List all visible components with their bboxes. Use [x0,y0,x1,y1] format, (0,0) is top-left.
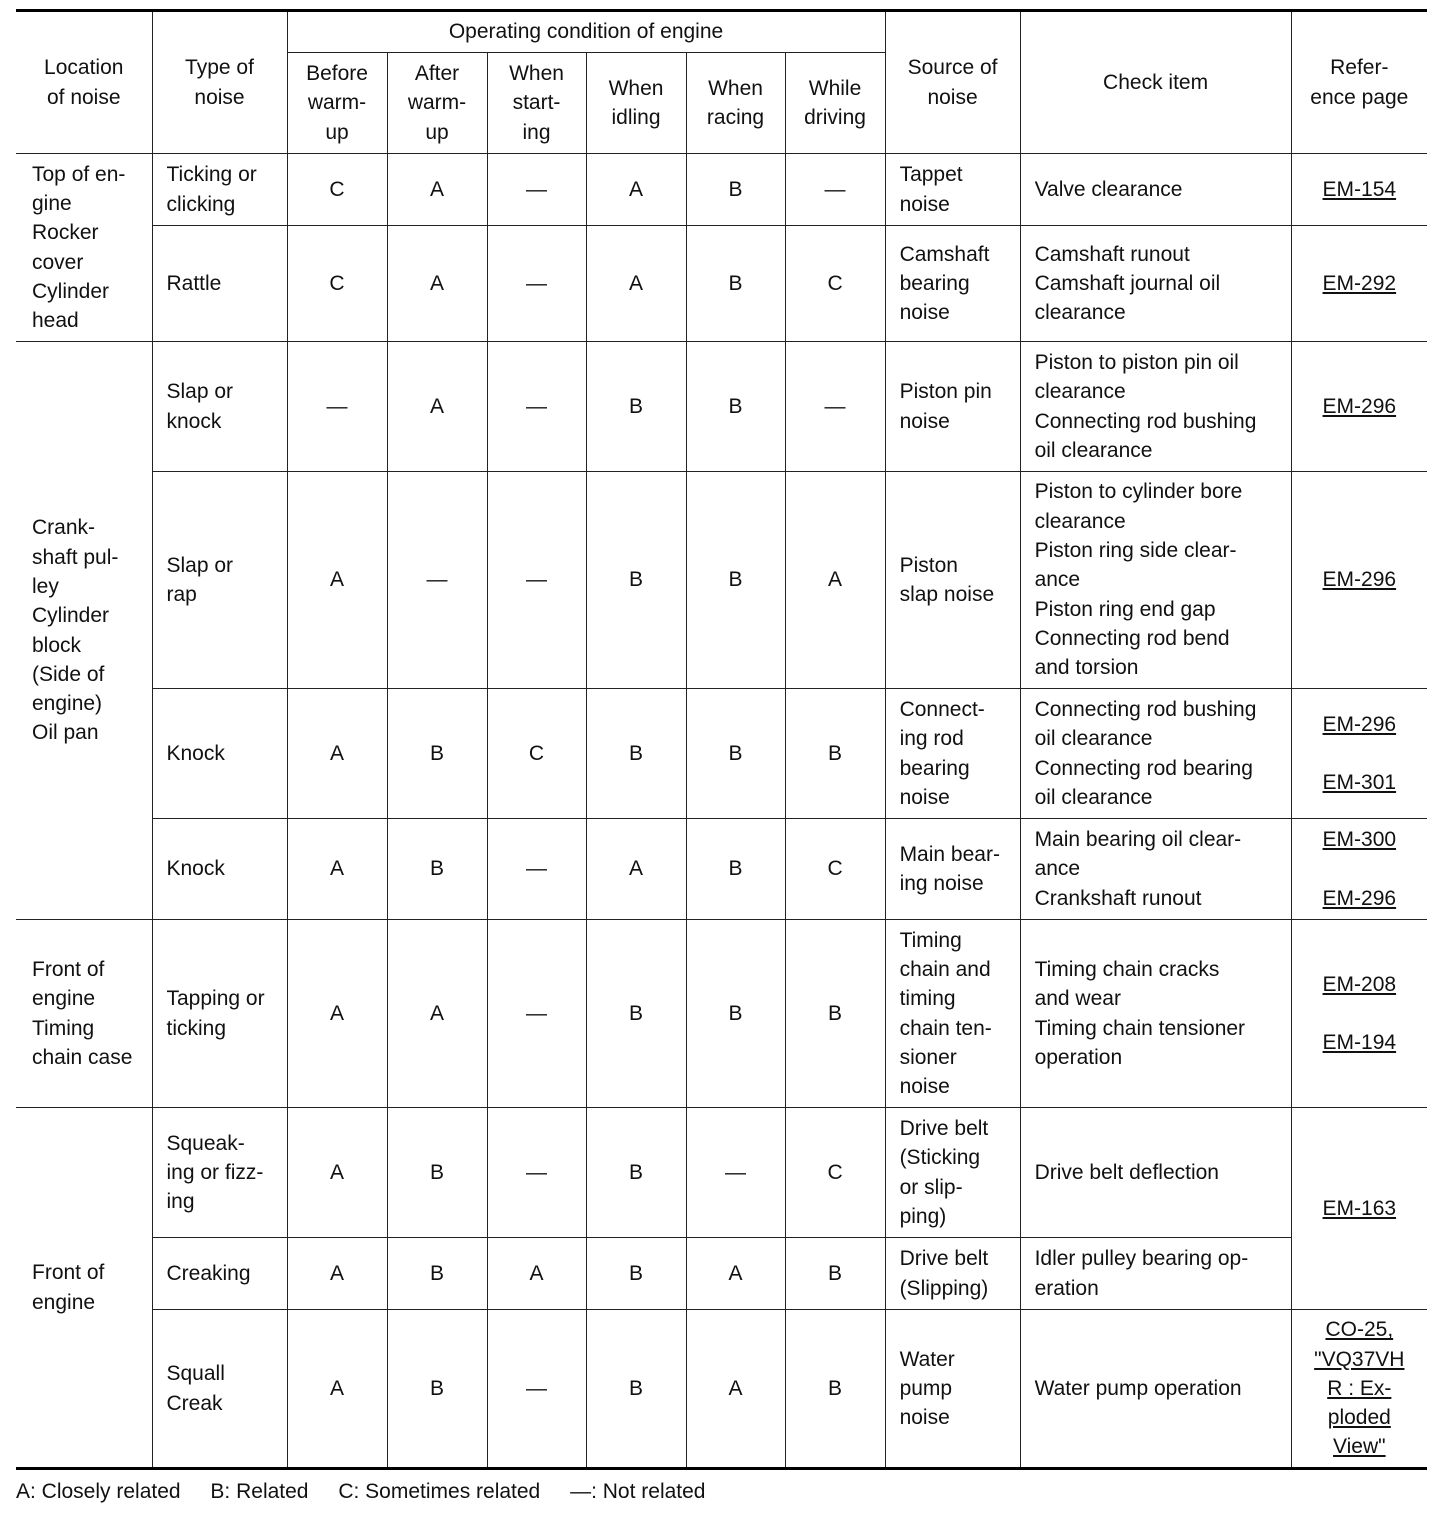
reference-link[interactable]: EM-208 [1322,972,1397,996]
condition-when-starting-cell: — [487,920,586,1108]
noise-type-cell: Tapping or ticking [152,920,287,1108]
header-while-driving: While driving [785,53,885,154]
reference-link[interactable]: EM-292 [1322,271,1397,295]
noise-type-cell: Slap or rap [152,472,287,689]
noise-type-cell: Creaking [152,1238,287,1310]
legend [16,1480,730,1504]
condition-while-driving-cell: B [785,689,885,819]
noise-source-cell: Camshaft bearing noise [885,226,1020,342]
noise-source-cell: Water pump noise [885,1310,1020,1469]
condition-after-warmup-cell: A [387,342,487,472]
condition-when-racing-cell: — [686,1108,785,1238]
reference-page-cell [1291,1108,1427,1310]
reference-link[interactable]: EM-154 [1322,177,1397,201]
noise-type-cell: Knock [152,819,287,920]
noise-source-cell: Piston slap noise [885,472,1020,689]
legend-b: B: Related [210,1480,309,1503]
condition-when-starting-cell: — [487,1310,586,1469]
noise-source-cell: Piston pin noise [885,342,1020,472]
condition-when-racing-cell: B [686,226,785,342]
condition-while-driving-cell: C [785,1108,885,1238]
condition-when-idling-cell: B [586,1310,686,1469]
condition-while-driving-cell: B [785,920,885,1108]
condition-after-warmup-cell: B [387,1238,487,1310]
table-row [16,819,1427,920]
table-row [16,154,1427,226]
check-item-cell: Piston to cylinder bore clearance Piston ring side clear- ance Piston ring end gap Connecting rod bend and torsion [1020,472,1291,689]
condition-while-driving-cell: B [785,1310,885,1469]
header-reference: Refer- ence page [1291,11,1427,154]
legend-c: C: Sometimes related [338,1480,541,1503]
condition-after-warmup-cell: — [387,472,487,689]
condition-after-warmup-cell: A [387,920,487,1108]
condition-before-warmup-cell: A [287,920,387,1108]
check-item-cell: Camshaft runout Camshaft journal oil clearance [1020,226,1291,342]
condition-before-warmup-cell: A [287,1108,387,1238]
noise-source-cell: Timing chain and timing chain ten- sioner noise [885,920,1020,1108]
noise-source-cell: Connect- ing rod bearing noise [885,689,1020,819]
condition-when-idling-cell: B [586,689,686,819]
header-before-warmup: Before warm- up [287,53,387,154]
condition-after-warmup-cell: B [387,689,487,819]
condition-before-warmup-cell: — [287,342,387,472]
reference-page-cell [1291,819,1427,920]
noise-type-cell: Squeak- ing or fizz- ing [152,1108,287,1238]
noise-source-cell: Drive belt (Sticking or slip- ping) [885,1108,1020,1238]
header-after-warmup: After warm- up [387,53,487,154]
condition-when-starting-cell: A [487,1238,586,1310]
condition-before-warmup-cell: C [287,154,387,226]
condition-when-idling-cell: A [586,154,686,226]
condition-before-warmup-cell: A [287,1238,387,1310]
header-when-racing: When racing [686,53,785,154]
condition-when-idling-cell: B [586,920,686,1108]
reference-link[interactable]: EM-296 [1322,886,1397,910]
table-row [16,342,1427,472]
check-item-cell: Water pump operation [1020,1310,1291,1469]
condition-after-warmup-cell: A [387,154,487,226]
condition-after-warmup-cell: B [387,1310,487,1469]
condition-when-racing-cell: B [686,154,785,226]
header-type: Type of noise [152,11,287,154]
table-row [16,226,1427,342]
reference-page-cell [1291,1310,1427,1469]
reference-page-cell [1291,226,1427,342]
condition-when-racing-cell: B [686,920,785,1108]
table-row [16,689,1427,819]
header-check-item: Check item [1020,11,1291,154]
condition-when-idling-cell: A [586,226,686,342]
check-item-cell: Main bearing oil clear- ance Crankshaft runout [1020,819,1291,920]
condition-before-warmup-cell: C [287,226,387,342]
noise-location-cell: Front of engine Timing chain case [16,920,152,1108]
noise-location-cell: Front of engine [16,1108,152,1469]
header-source: Source of noise [885,11,1020,154]
condition-when-starting-cell: — [487,154,586,226]
condition-when-starting-cell: — [487,342,586,472]
table-row [16,1108,1427,1238]
condition-when-starting-cell: — [487,1108,586,1238]
condition-while-driving-cell: — [785,154,885,226]
condition-when-racing-cell: B [686,819,785,920]
reference-page-cell [1291,689,1427,819]
condition-when-idling-cell: B [586,472,686,689]
header-when-idling: When idling [586,53,686,154]
legend-dash: —: Not related [570,1480,706,1503]
engine-noise-table [16,9,1427,1470]
check-item-cell: Valve clearance [1020,154,1291,226]
condition-when-starting-cell: — [487,226,586,342]
noise-source-cell: Drive belt (Slipping) [885,1238,1020,1310]
condition-before-warmup-cell: A [287,689,387,819]
condition-when-racing-cell: B [686,472,785,689]
check-item-cell: Piston to piston pin oil clearance Connecting rod bushing oil clearance [1020,342,1291,472]
reference-page-cell [1291,472,1427,689]
reference-page-cell [1291,342,1427,472]
noise-type-cell: Squall Creak [152,1310,287,1469]
condition-when-idling-cell: A [586,819,686,920]
reference-link[interactable]: EM-296 [1322,394,1397,418]
condition-when-racing-cell: A [686,1238,785,1310]
condition-before-warmup-cell: A [287,1310,387,1469]
header-operating-condition: Operating condition of engine [287,11,885,53]
reference-link[interactable]: EM-296 [1322,568,1397,592]
noise-source-cell: Tappet noise [885,154,1020,226]
condition-before-warmup-cell: A [287,819,387,920]
reference-link[interactable]: CO-25, "VQ37VH R : Ex- ploded View" [1314,1318,1405,1459]
table-row [16,920,1427,1108]
condition-when-starting-cell: — [487,819,586,920]
reference-page-cell [1291,920,1427,1108]
reference-link[interactable]: EM-296 [1322,712,1397,736]
condition-when-idling-cell: B [586,342,686,472]
check-item-cell: Idler pulley bearing op- eration [1020,1238,1291,1310]
check-item-cell: Timing chain cracks and wear Timing chain tensioner operation [1020,920,1291,1108]
noise-type-cell: Knock [152,689,287,819]
reference-link[interactable]: EM-300 [1322,828,1397,852]
condition-when-idling-cell: B [586,1108,686,1238]
noise-type-cell: Rattle [152,226,287,342]
condition-when-racing-cell: B [686,689,785,819]
check-item-cell: Drive belt deflection [1020,1108,1291,1238]
condition-before-warmup-cell: A [287,472,387,689]
noise-type-cell: Ticking or clicking [152,154,287,226]
legend-a: A: Closely related [16,1480,181,1503]
reference-link[interactable]: EM-163 [1322,1196,1397,1220]
reference-page-cell [1291,154,1427,226]
condition-when-starting-cell: C [487,689,586,819]
noise-location-cell: Top of en- gine Rocker cover Cylinder head [16,154,152,342]
condition-after-warmup-cell: B [387,1108,487,1238]
condition-while-driving-cell: B [785,1238,885,1310]
condition-when-idling-cell: B [586,1238,686,1310]
check-item-cell: Connecting rod bushing oil clearance Connecting rod bearing oil clearance [1020,689,1291,819]
condition-while-driving-cell: A [785,472,885,689]
noise-location-cell: Crank- shaft pul- ley Cylinder block (Side of engine) Oil pan [16,342,152,920]
table-row [16,1238,1427,1310]
noise-type-cell: Slap or knock [152,342,287,472]
table-row [16,1310,1427,1469]
condition-when-racing-cell: B [686,342,785,472]
noise-source-cell: Main bear- ing noise [885,819,1020,920]
condition-while-driving-cell: C [785,819,885,920]
table-row [16,472,1427,689]
condition-while-driving-cell: — [785,342,885,472]
condition-when-racing-cell: A [686,1310,785,1469]
condition-after-warmup-cell: A [387,226,487,342]
condition-when-starting-cell: — [487,472,586,689]
condition-while-driving-cell: C [785,226,885,342]
condition-after-warmup-cell: B [387,819,487,920]
reference-link[interactable]: EM-194 [1322,1031,1397,1054]
header-when-starting: When start- ing [487,53,586,154]
header-location: Location of noise [16,11,152,154]
reference-link[interactable]: EM-301 [1322,771,1397,794]
